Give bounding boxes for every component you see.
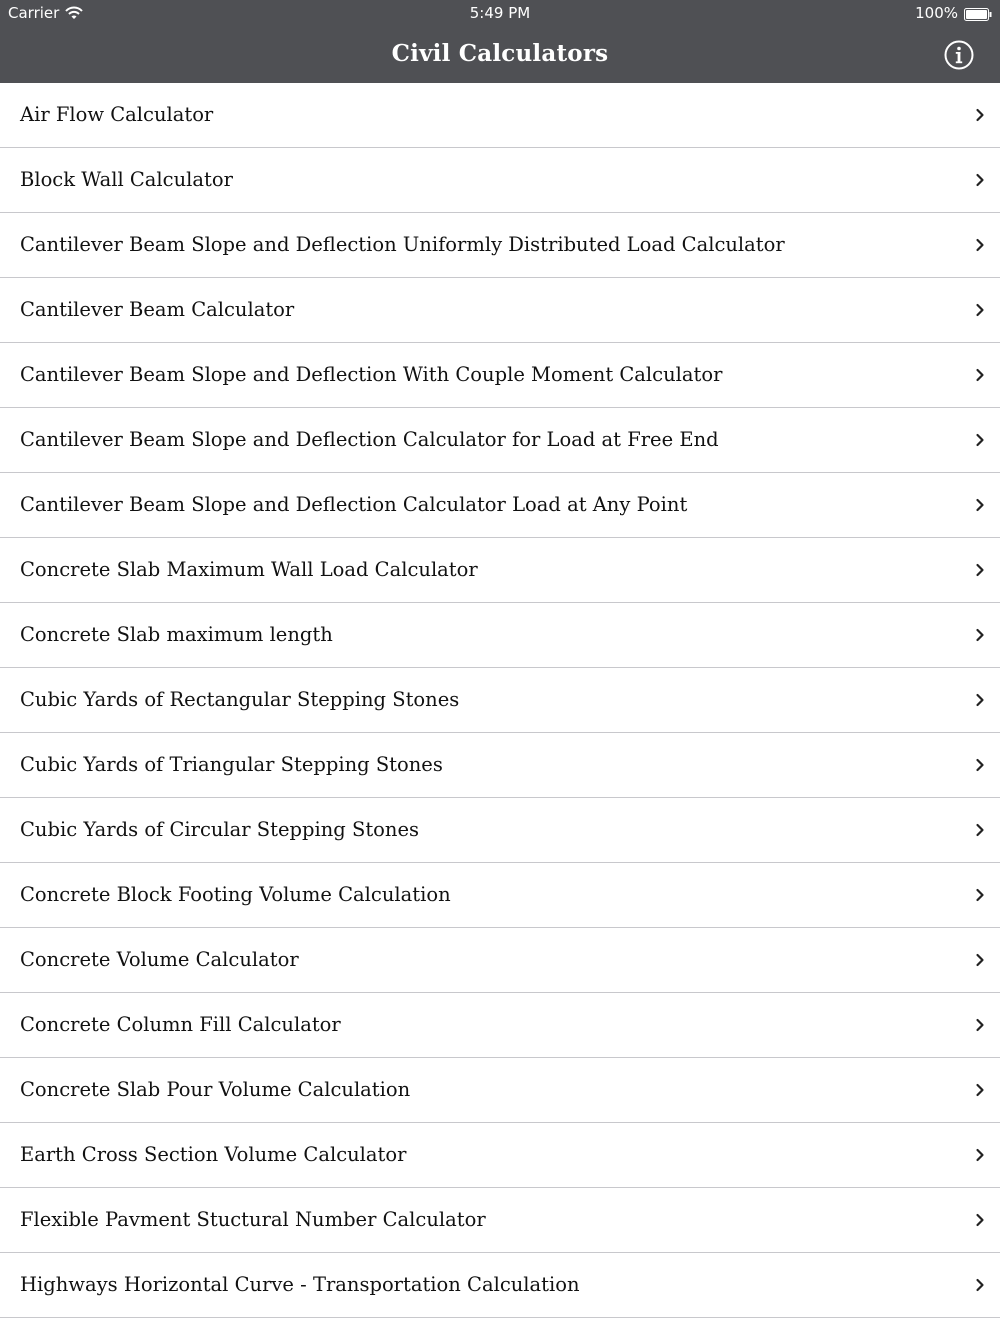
chevron-right-icon: [974, 302, 986, 318]
chevron-right-icon: [974, 627, 986, 643]
list-item-label: Concrete Volume Calculator: [20, 948, 299, 971]
list-item[interactable]: [0, 473, 1000, 538]
list-item[interactable]: [0, 863, 1000, 928]
list-item-label: Cubic Yards of Rectangular Stepping Stones: [20, 688, 460, 711]
list-item[interactable]: [0, 1188, 1000, 1253]
list-item-label: Cubic Yards of Triangular Stepping Stones: [20, 753, 443, 776]
list-item[interactable]: [0, 1253, 1000, 1318]
list-item[interactable]: [0, 993, 1000, 1058]
chevron-right-icon: [974, 952, 986, 968]
list-item-label: Concrete Block Footing Volume Calculation: [20, 883, 451, 906]
chevron-right-icon: [974, 172, 986, 188]
list-item[interactable]: [0, 343, 1000, 408]
list-item-label: Cantilever Beam Slope and Deflection Calculator for Load at Free End: [20, 428, 719, 451]
status-bar: [0, 0, 1000, 27]
battery-indicator: [915, 4, 992, 22]
list-item-label: Cantilever Beam Slope and Deflection Uniformly Distributed Load Calculator: [20, 233, 785, 256]
chevron-right-icon: [974, 432, 986, 448]
list-item[interactable]: [0, 798, 1000, 863]
list-item[interactable]: [0, 278, 1000, 343]
chevron-right-icon: [974, 757, 986, 773]
chevron-right-icon: [974, 1017, 986, 1033]
chevron-right-icon: [974, 822, 986, 838]
info-button[interactable]: [944, 40, 974, 70]
list-item-label: Flexible Pavment Stuctural Number Calculator: [20, 1208, 486, 1231]
list-item-label: Concrete Slab Maximum Wall Load Calculator: [20, 558, 478, 581]
list-item-label: Concrete Slab maximum length: [20, 623, 333, 646]
chevron-right-icon: [974, 367, 986, 383]
info-icon: [944, 40, 974, 70]
chevron-right-icon: [974, 1212, 986, 1228]
list-item[interactable]: [0, 408, 1000, 473]
list-item-label: Cantilever Beam Slope and Deflection Calculator Load at Any Point: [20, 493, 688, 516]
chevron-right-icon: [974, 562, 986, 578]
status-time: 5:49 PM: [469, 4, 531, 22]
list-item[interactable]: [0, 538, 1000, 603]
list-item-label: Block Wall Calculator: [20, 168, 233, 191]
list-item[interactable]: [0, 213, 1000, 278]
battery-icon: [964, 7, 992, 20]
list-item[interactable]: [0, 1123, 1000, 1188]
list-item-label: Concrete Slab Pour Volume Calculation: [20, 1078, 411, 1101]
carrier-label: Carrier: [8, 4, 60, 22]
list-item-label: Highways Horizontal Curve - Transportation Calculation: [20, 1273, 580, 1296]
list-item-label: Air Flow Calculator: [20, 103, 214, 126]
navigation-header: [0, 0, 1000, 83]
list-item-label: Cubic Yards of Circular Stepping Stones: [20, 818, 420, 841]
chevron-right-icon: [974, 1082, 986, 1098]
list-item[interactable]: [0, 83, 1000, 148]
list-item[interactable]: [0, 733, 1000, 798]
chevron-right-icon: [974, 497, 986, 513]
list-item[interactable]: [0, 148, 1000, 213]
battery-percent: 100%: [915, 4, 958, 22]
list-item[interactable]: [0, 1058, 1000, 1123]
chevron-right-icon: [974, 107, 986, 123]
list-item-label: Concrete Column Fill Calculator: [20, 1013, 341, 1036]
list-item-label: Cantilever Beam Calculator: [20, 298, 295, 321]
list-item[interactable]: [0, 928, 1000, 993]
chevron-right-icon: [974, 887, 986, 903]
calculator-list: [0, 83, 1000, 1318]
page-title: Civil Calculators: [391, 40, 609, 67]
chevron-right-icon: [974, 1147, 986, 1163]
chevron-right-icon: [974, 1277, 986, 1293]
list-item[interactable]: [0, 668, 1000, 733]
list-item[interactable]: [0, 603, 1000, 668]
chevron-right-icon: [974, 692, 986, 708]
list-item-label: Earth Cross Section Volume Calculator: [20, 1143, 407, 1166]
chevron-right-icon: [974, 237, 986, 253]
list-item-label: Cantilever Beam Slope and Deflection With Couple Moment Calculator: [20, 363, 723, 386]
